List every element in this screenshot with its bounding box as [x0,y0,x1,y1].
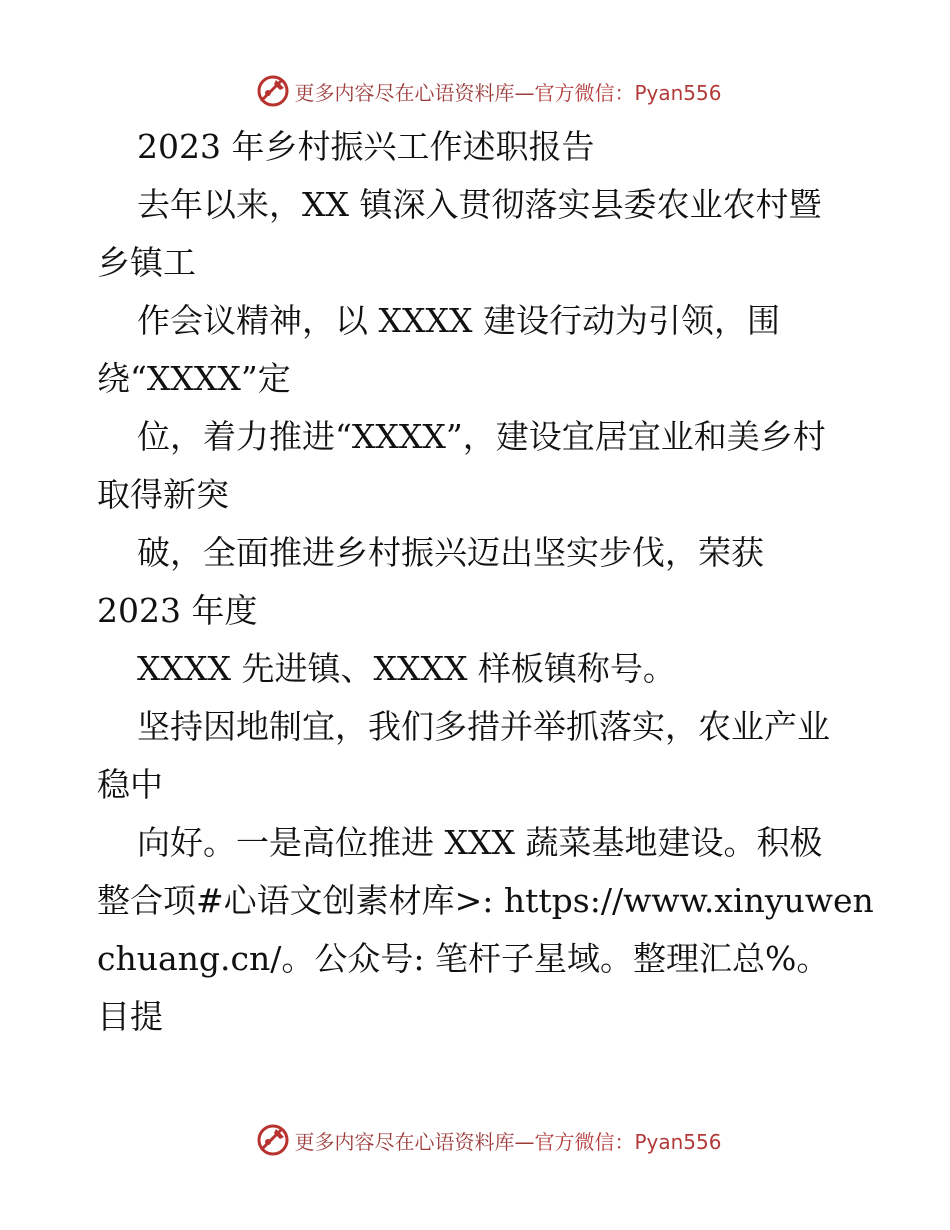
paragraph-line: 破，全面推进乡村振兴迈出坚实步伐，荣获 [137,533,764,572]
footer-banner [0,1120,950,1160]
brand-logo-icon [256,74,290,108]
paragraph-line: XXXX 先进镇、XXXX 样板镇称号。 [137,649,676,688]
paragraph-line: 坚持因地制宜，我们多措并举抓落实，农业产业 [137,707,830,746]
footer-banner-text: 更多内容尽在心语资料库— [294,1129,535,1154]
paragraph-line: chuang.cn/。公众号: 笔杆子星域。整理汇总%。 [97,939,830,978]
paragraph-line: 作会议精神，以 XXXX 建设行动为引领，围 [137,301,780,340]
paragraph-line: 位，着力推进“XXXX”，建设宜居宜业和美乡村 [137,417,826,456]
footer-banner-wechat: 官方微信：Pyan556 [534,1129,722,1154]
paragraph-line: 稳中 [97,765,163,804]
paragraph-line: 目提 [97,997,163,1036]
brand-logo-icon [256,1123,290,1157]
document-title: 2023 年乡村振兴工作述职报告 [137,127,595,166]
paragraph-line: 去年以来，XX 镇深入贯彻落实县委农业农村暨 [137,185,822,224]
paragraph-line: 2023 年度 [97,591,258,630]
paragraph-line: 向好。一是高位推进 XXX 蔬菜基地建设。积极 [137,823,823,862]
paragraph-line: 乡镇工 [97,243,196,282]
paragraph-line: 绕“XXXX”定 [97,359,291,398]
paragraph-line: 取得新突 [97,475,229,514]
header-banner [0,71,950,111]
header-banner-wechat: 官方微信：Pyan556 [534,80,722,105]
header-banner-text: 更多内容尽在心语资料库— [294,80,535,105]
paragraph-line: 整合项#心语文创素材库>: https://www.xinyuwen [97,881,874,920]
